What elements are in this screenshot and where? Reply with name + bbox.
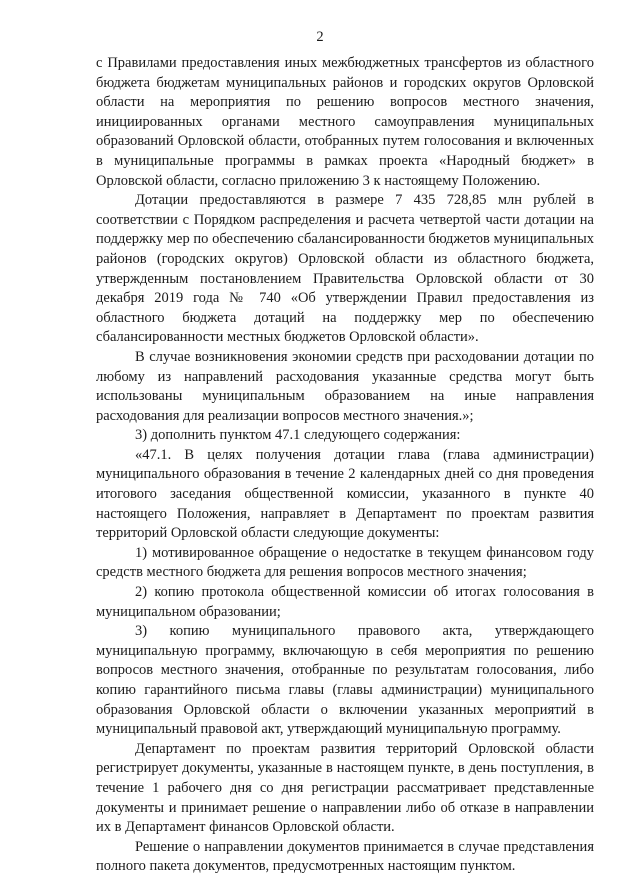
page-number: 2 bbox=[316, 29, 324, 45]
paragraph-decision: Решение о направлении документов принимается в случае представления полного пакета документов, предусмотренных настоящим пунктом. bbox=[96, 838, 594, 875]
paragraph-clause-47-1: «47.1. В целях получения дотации глава (глава администрации) муниципального образования в течение 2 календарных дней со дня проведения итогового заседания общественной комиссии, указанного в пункте 40 настоящего Положения, направляет в Департамент по проектам развития территорий Орловской области следующие документы: bbox=[96, 446, 594, 542]
document-body bbox=[96, 54, 594, 877]
paragraph-amendment-intro: 3) дополнить пунктом 47.1 следующего содержания: bbox=[135, 427, 461, 444]
list-item-2: 2) копию протокола общественной комиссии об итогах голосования в муниципальном образовании; bbox=[96, 584, 594, 620]
paragraph-registration: Департамент по проектам развития территорий Орловской области регистрирует документы, указанные в настоящем пункте, в день поступления, в течение 1 рабочего дня со дня регистрации рассматривает представленные документы и принимает решение о направлении либо об отказе в направлении их в Департамент финансов Орловской области. bbox=[96, 740, 594, 836]
list-item-1: 1) мотивированное обращение о недостатке в текущем финансовом году средств местного бюджета для решения вопросов местного значения; bbox=[96, 544, 594, 581]
paragraph-savings: В случае возникновения экономии средств при расходовании дотации по любому из направлений расходования указанные средства могут быть использованы муниципальным образованием на иные направления расходования для реализации вопросов местного значения.»; bbox=[96, 348, 594, 424]
paragraph-continuation: с Правилами предоставления иных межбюджетных трансфертов из областного бюджета бюджетам муниципальных районов и городских округов Орловской области на мероприятия по решению вопросов местного значения, инициированных органами местного самоуправления муниципальных образований Орловской области, отобранных путем голосования и включенных в муниципальные программы в рамках проекта «Народный бюджет» в Орловской области, согласно приложению 3 к настоящему Положению. bbox=[96, 55, 594, 189]
list-item-3: 3) копию муниципального правового акта, утверждающего муниципальную программу, включающую в себя мероприятия по решению вопросов местного значения, отобранные по результатам голосования, либо копию гарантийного письма главы (главы администрации) муниципального образования Орловской области о включении указанных мероприятий в муниципальный правовой акт, утверждающий муниципальную программу. bbox=[96, 623, 594, 738]
paragraph-subsidy-amount: Дотации предоставляются в размере 7 435 728,85 млн рублей в соответствии с Порядком распределения и расчета четвертой части дотации на поддержку мер по обеспечению сбалансированности бюджетов муниципальных районов (городских округов) Орловской области из областного бюджета, утвержденным постановлением Правительства Орловской области от 30 декабря 2019 года № 740 «Об утверждении Правил предоставления из областного бюджета дотаций на поддержку мер по обеспечению сбалансированности местных бюджетов Орловской области». bbox=[96, 192, 594, 346]
